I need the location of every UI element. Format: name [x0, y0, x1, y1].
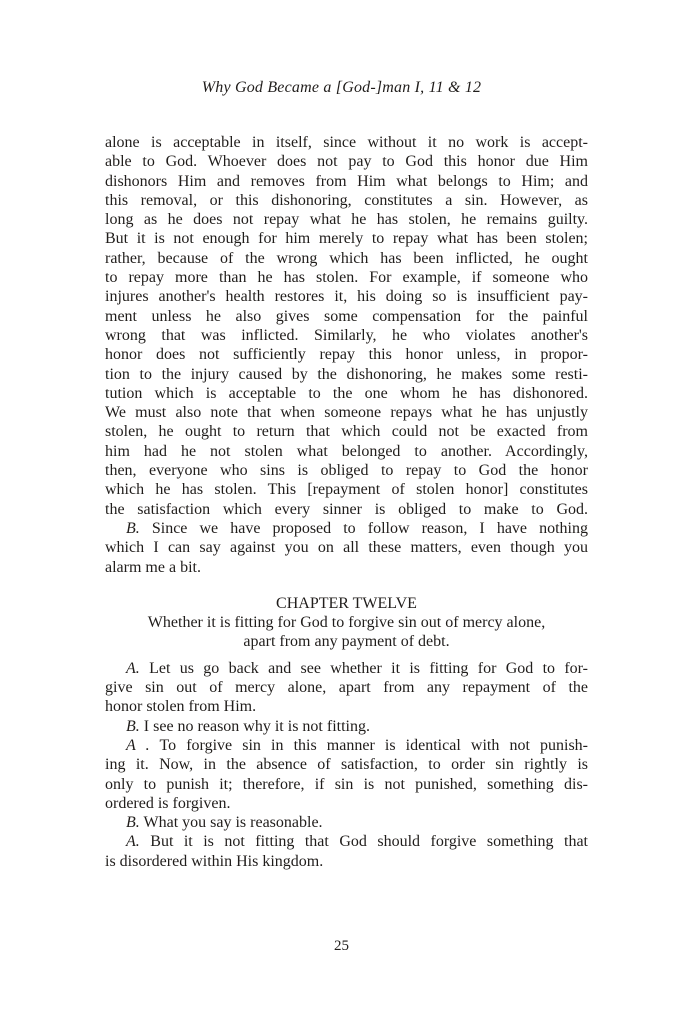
text-line [105, 659, 588, 678]
chapter-subtitle: apart from any payment of debt. [243, 633, 450, 651]
text-line: alarm me a bit. [105, 558, 201, 576]
text-line: honor stolen from Him. [105, 698, 257, 716]
text-line: But it is not enough for him merely to repay what has been stolen; [105, 230, 588, 248]
text-line: is disordered within His kingdom. [105, 852, 324, 870]
dialogue-paragraph-a3 [105, 832, 588, 871]
speaker-label: A. [126, 659, 140, 677]
dialogue-paragraph-b3 [105, 813, 588, 832]
speaker-label: B. [126, 814, 140, 832]
text-line: then, everyone who sins is obliged to repay to God the honor [105, 462, 588, 480]
text-line: stolen, he ought to return that which could not be exacted from [105, 423, 588, 441]
text-line: tion to the injury caused by the dishonoring, he makes some resti- [105, 365, 588, 383]
line-text: But it is not fitting that God should forgive something that [150, 833, 589, 851]
text-block [105, 133, 588, 871]
line-text: Since we have proposed to follow reason, I have nothing [151, 519, 588, 537]
text-line: him had he not stolen what belonged to another. Accordingly, [105, 442, 588, 460]
text-line: ing it. Now, in the absence of satisfaction, to order sin rightly is [105, 756, 588, 774]
running-header: Why God Became a [God-]man I, 11 & 12 [201, 79, 482, 96]
text-line: the satisfaction which every sinner is obliged to make to God. [105, 500, 588, 518]
text-line: long as he does not repay what he has stolen, he remains guilty. [105, 211, 588, 229]
text-line: dishonors Him and removes from Him what belongs to Him; and [105, 172, 588, 190]
line-text: I see no reason why it is not fitting. [143, 717, 370, 735]
text-line: which I can say against you on all these matters, even though you [105, 539, 588, 557]
line-text: Let us go back and see whether it is fitting for God to for- [149, 659, 589, 677]
text-line: ordered is forgiven. [105, 794, 231, 812]
dialogue-paragraph-b1 [105, 519, 588, 577]
text-line: this removal, or this dishonoring, constitutes a sin. However, as [105, 191, 588, 209]
text-line: honor does not sufficiently repay this honor unless, in propor- [105, 346, 588, 364]
chapter-heading: CHAPTER TWELVE [276, 594, 417, 612]
text-line: wrong that was inflicted. Similarly, he who violates another's [105, 326, 588, 344]
text-line [105, 717, 588, 736]
text-line: rather, because of the wrong which has been inflicted, he ought [105, 249, 588, 267]
paragraph-continuation [105, 133, 588, 519]
text-line [105, 736, 588, 755]
speaker-label: A . [126, 736, 150, 754]
speaker-label: B. [126, 717, 140, 735]
text-line [105, 813, 588, 832]
line-text: What you say is reasonable. [143, 814, 323, 832]
line-text: To forgive sin in this manner is identical with not punish- [159, 736, 588, 754]
text-line: ment unless he also gives some compensation for the painful [105, 307, 588, 325]
dialogue-paragraph-a1 [105, 659, 588, 717]
text-line [105, 832, 588, 851]
text-line: able to God. Whoever does not pay to God this honor due Him [105, 153, 588, 171]
text-line: injures another's health restores it, his doing so is insufficient pay- [105, 288, 588, 306]
dialogue-paragraph-b2 [105, 717, 588, 736]
text-line: which he has stolen. This [repayment of stolen honor] constitutes [105, 481, 588, 499]
text-line [105, 519, 588, 538]
text-line: We must also note that when someone repays what he has unjustly [105, 404, 588, 422]
text-line: tution which is acceptable to the one whom he has dishonored. [105, 384, 588, 402]
page-number: 25 [334, 938, 349, 954]
chapter-subtitle: Whether it is fitting for God to forgive sin out of mercy alone, [147, 614, 546, 632]
speaker-label: B. [126, 519, 140, 537]
chapter-heading-block [105, 594, 588, 652]
dialogue-paragraph-a2 [105, 736, 588, 813]
text-line: give sin out of mercy alone, apart from any repayment of the [105, 679, 588, 697]
text-line: only to punish it; therefore, if sin is not punished, something dis- [105, 775, 588, 793]
text-line: to repay more than he has stolen. For example, if someone who [105, 269, 588, 287]
text-line: alone is acceptable in itself, since without it no work is accept- [105, 134, 588, 151]
speaker-label: A. [126, 833, 140, 851]
